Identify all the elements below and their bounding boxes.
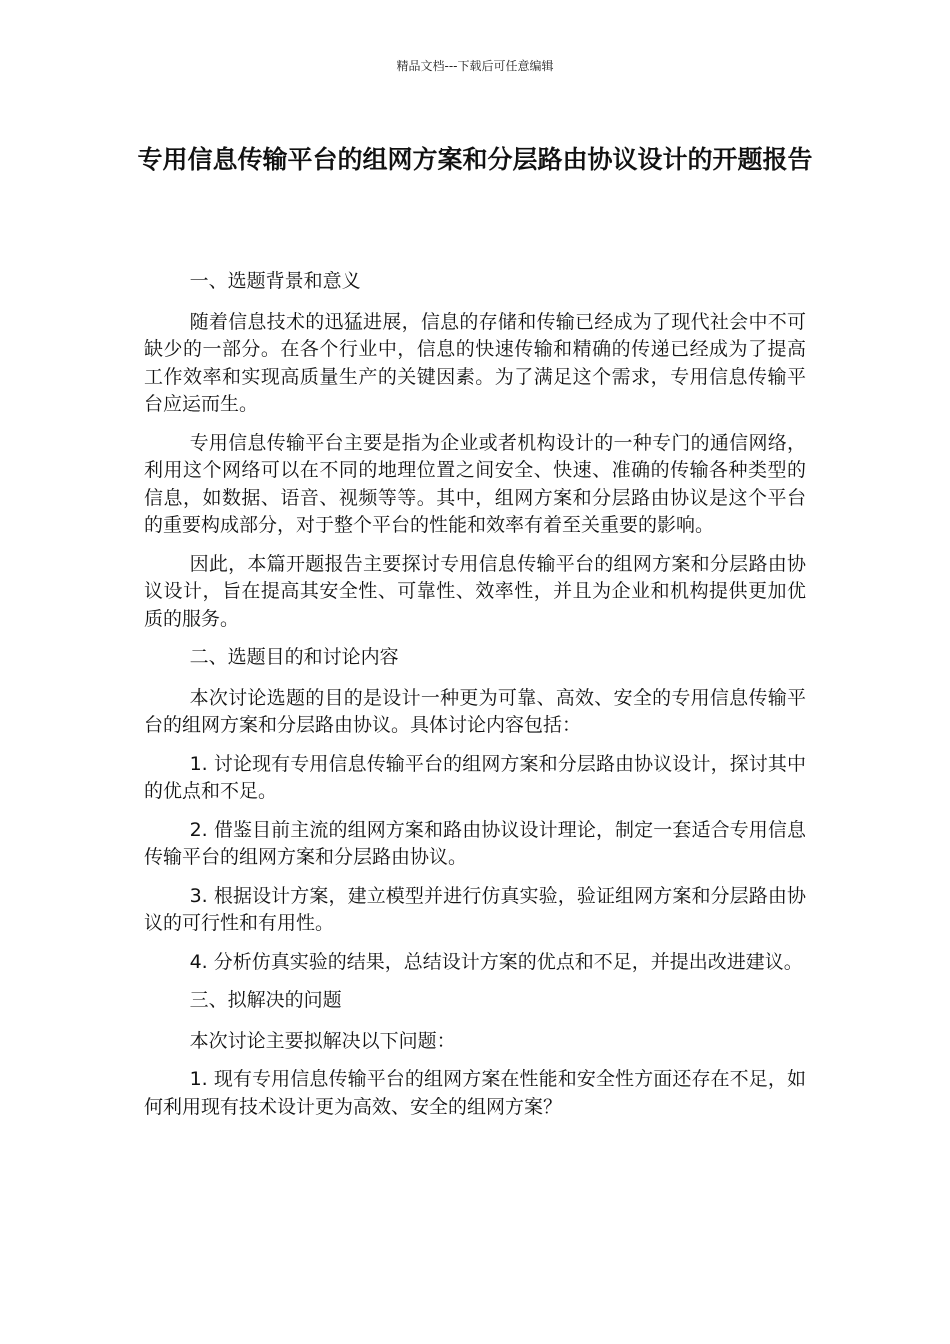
paragraph: 随着信息技术的迅猛进展，信息的存储和传输已经成为了现代社会中不可缺少的一部分。在各个行业中，信息的快速传输和精确的传递已经成为了提高工作效率和实现高质量生产的关键因素。为了满足这个需求，专用信息传输平台应运而生。 [144, 310, 806, 415]
list-item: 4. 分析仿真实验的结果，总结设计方案的优点和不足，并提出改进建议。 [189, 950, 803, 973]
list-item: 3. 根据设计方案，建立模型并进行仿真实验，验证组网方案和分层路由协议的可行性和有用性。 [144, 884, 806, 934]
paragraph: 本次讨论主要拟解决以下问题： [189, 1029, 456, 1052]
list-item: 2. 借鉴目前主流的组网方案和路由协议设计理论，制定一套适合专用信息传输平台的组网方案和分层路由协议。 [144, 818, 806, 868]
header-note: 精品文档---下载后可任意编辑 [396, 59, 554, 73]
paragraph: 因此，本篇开题报告主要探讨专用信息传输平台的组网方案和分层路由协议设计，旨在提高其安全性、可靠性、效率性，并且为企业和机构提供更加优质的服务。 [144, 552, 806, 630]
section-heading-background: 一、选题背景和意义 [189, 270, 361, 292]
document-title: 专用信息传输平台的组网方案和分层路由协议设计的开题报告 [137, 145, 813, 174]
paragraph: 本次讨论选题的目的是设计一种更为可靠、高效、安全的专用信息传输平台的组网方案和分层路由协议。具体讨论内容包括： [144, 686, 806, 736]
document-body [144, 268, 806, 1132]
section-heading-purpose: 二、选题目的和讨论内容 [189, 646, 399, 668]
list-item: 1. 现有专用信息传输平台的组网方案在性能和安全性方面还存在不足，如何利用现有技术设计更为高效、安全的组网方案？ [144, 1068, 806, 1118]
paragraph: 专用信息传输平台主要是指为企业或者机构设计的一种专门的通信网络，利用这个网络可以在不同的地理位置之间安全、快速、准确的传输各种类型的信息，如数据、语音、视频等等。其中，组网方案和分层路由协议是这个平台的重要构成部分，对于整个平台的性能和效率有着至关重要的影响。 [144, 431, 806, 536]
list-item: 1. 讨论现有专用信息传输平台的组网方案和分层路由协议设计，探讨其中的优点和不足。 [144, 752, 806, 802]
section-heading-problems: 三、拟解决的问题 [189, 989, 342, 1011]
